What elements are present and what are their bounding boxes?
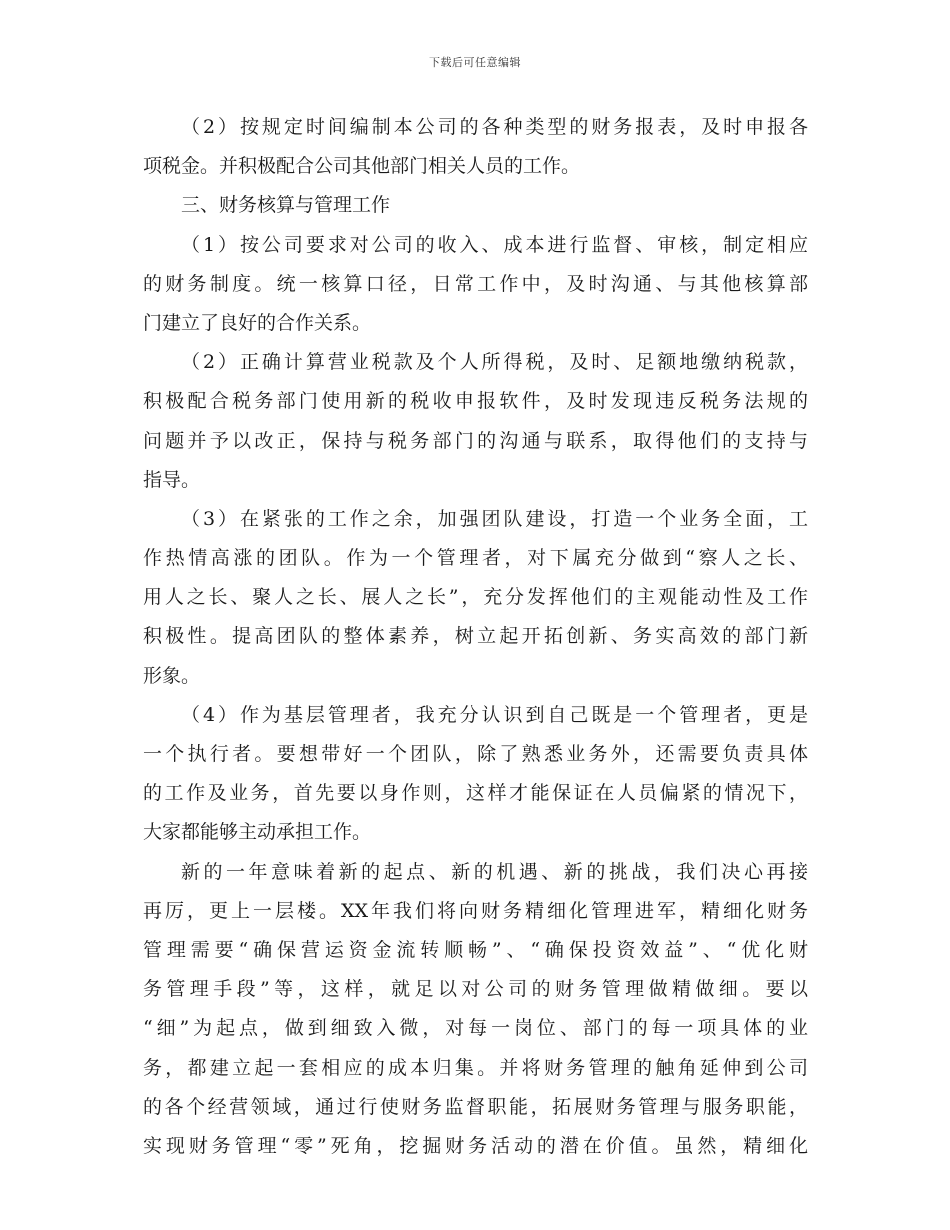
text-line: 指导。 xyxy=(143,468,201,491)
text-line: （2）正确计算营业税款及个人所得税，及时、足额地缴纳税款， xyxy=(181,351,808,374)
text-line: 新的一年意味着新的起点、新的机遇、新的挑战，我们决心再接 xyxy=(181,860,808,883)
text-line: 的财务制度。统一核算口径，日常工作中，及时沟通、与其他核算部 xyxy=(143,272,808,295)
text-line: 问题并予以改正，保持与税务部门的沟通与联系，取得他们的支持与 xyxy=(143,429,808,452)
text-line: 大家都能够主动承担工作。 xyxy=(143,821,372,844)
text-line: 作热情高涨的团队。作为一个管理者，对下属充分做到“察人之长、 xyxy=(143,547,808,570)
text-line: 务，都建立起一套相应的成本归集。并将财务管理的触角延伸到公司 xyxy=(143,1056,808,1079)
text-line: （3）在紧张的工作之余，加强团队建设，打造一个业务全面，工 xyxy=(181,507,808,530)
text-line: 形象。 xyxy=(143,664,201,687)
text-line: 管理需要“确保营运资金流转顺畅”、“确保投资效益”、“优化财 xyxy=(143,938,808,961)
text-line: 积极性。提高团队的整体素养，树立起开拓创新、务实高效的部门新 xyxy=(143,625,808,648)
text-line: 的工作及业务，首先要以身作则，这样才能保证在人员偏紧的情况下， xyxy=(143,782,808,805)
text-line: 积极配合税务部门使用新的税收申报软件，及时发现违反税务法规的 xyxy=(143,390,808,413)
text-line: 用人之长、聚人之长、展人之长”，充分发挥他们的主观能动性及工作 xyxy=(143,586,808,609)
text-line: （4）作为基层管理者，我充分认识到自己既是一个管理者，更是 xyxy=(181,703,808,726)
text-line: 实现财务管理“零”死角，挖掘财务活动的潜在价值。虽然，精细化 xyxy=(143,1134,808,1157)
page-header: 下载后可任意编辑 xyxy=(429,56,521,69)
text-line: 门建立了良好的合作关系。 xyxy=(143,311,372,334)
text-line: “细”为起点，做到细致入微，对每一岗位、部门的每一项具体的业 xyxy=(143,1017,808,1040)
text-line: 三、财务核算与管理工作 xyxy=(181,194,391,217)
document-body xyxy=(143,108,808,1166)
text-line: 再厉，更上一层楼。XX年我们将向财务精细化管理进军，精细化财务 xyxy=(143,899,808,922)
text-line: 一个执行者。要想带好一个团队，除了熟悉业务外，还需要负责具体 xyxy=(143,743,808,765)
text-line: 项税金。并积极配合公司其他部门相关人员的工作。 xyxy=(143,155,581,178)
text-line: 的各个经营领域，通过行使财务监督职能，拓展财务管理与服务职能， xyxy=(143,1095,808,1118)
text-line: （2）按规定时间编制本公司的各种类型的财务报表，及时申报各 xyxy=(181,116,808,138)
text-line: 务管理手段”等，这样，就足以对公司的财务管理做精做细。要以 xyxy=(143,978,808,1001)
text-line: （1）按公司要求对公司的收入、成本进行监督、审核，制定相应 xyxy=(181,233,808,256)
